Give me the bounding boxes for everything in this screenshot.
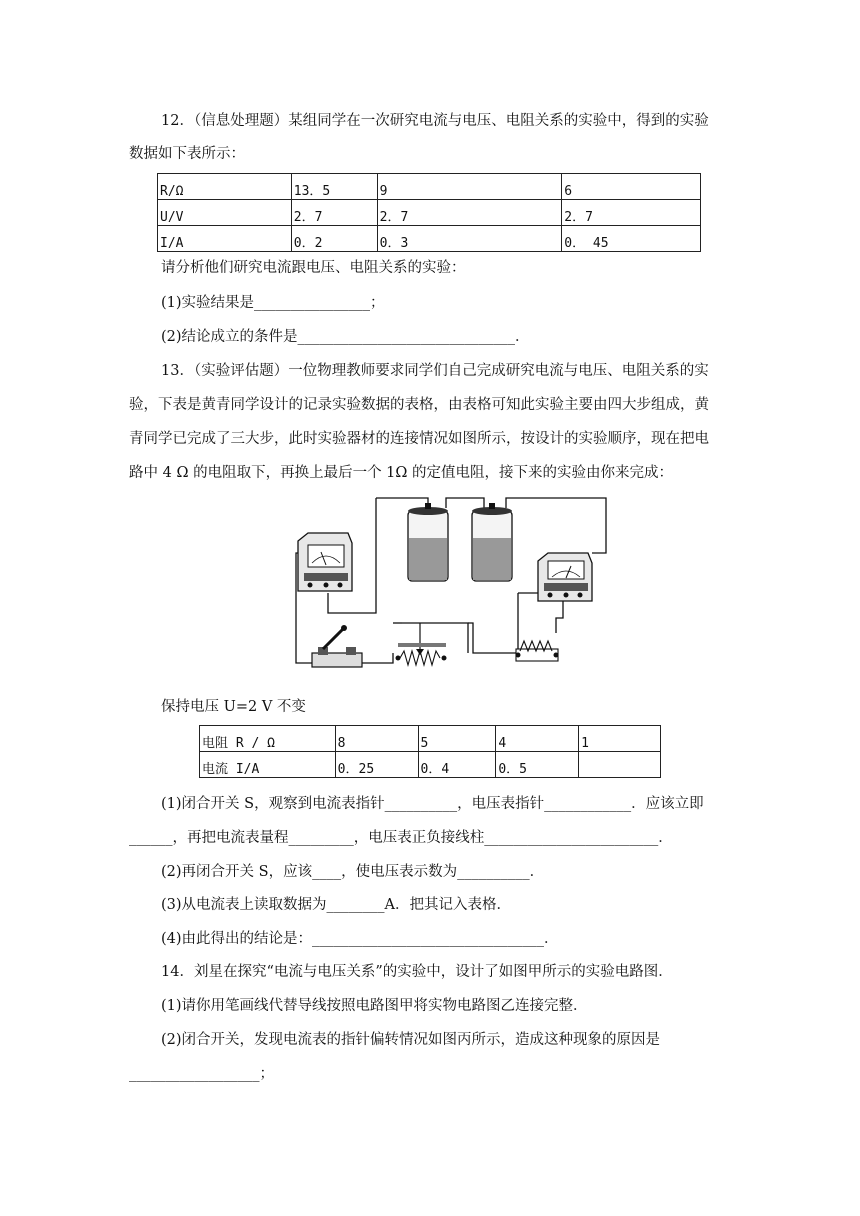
- wire: [506, 498, 606, 553]
- q12-prompt: 请分析他们研究电流跟电压、电阻关系的实验：: [161, 260, 466, 276]
- q13-line1: 13．（实验评估题）一位物理教师要求同学们自己完成研究电流与电压、电阻关系的实: [161, 363, 709, 379]
- table-cell: 5: [418, 726, 496, 752]
- table-cell: 0．4: [418, 752, 496, 778]
- q12-line2: 数据如下表所示：: [129, 146, 245, 162]
- table-row: [158, 200, 701, 226]
- table-cell: 0．2: [291, 226, 377, 252]
- table-cell: 电阻 R / Ω: [200, 726, 336, 752]
- q13-s1b: ______，再把电流表量程_________，电压表正负接线柱________________________．: [129, 830, 673, 846]
- table-cell: U/V: [158, 200, 292, 226]
- table-cell: I/A: [158, 226, 292, 252]
- q14-line1: 14．刘星在探究“电流与电压关系”的实验中，设计了如图甲所示的实验电路图．: [161, 964, 673, 980]
- q12-sub2: (2)结论成立的条件是______________________________．: [161, 329, 530, 345]
- table-cell: R/Ω: [158, 174, 292, 200]
- table-cell: 0．3: [377, 226, 562, 252]
- q13-table: [199, 725, 661, 778]
- q14-s2b: __________________；: [129, 1066, 274, 1082]
- resistor-icon: [516, 641, 559, 661]
- q13-s1a: (1)闭合开关 S，观察到电流表指针__________，电压表指针____________．应该立即: [161, 796, 704, 812]
- wire: [376, 498, 428, 508]
- table-cell: 电流 I/A: [200, 752, 336, 778]
- q13-line4: 路中 4 Ω 的电阻取下，再换上最后一个 1Ω 的定值电阻，接下来的实验由你来完成：: [129, 465, 674, 481]
- q12-line1: 12．（信息处理题）某组同学在一次研究电流与电压、电阻关系的实验中，得到的实验: [161, 113, 709, 129]
- table-cell: 0． 45: [562, 226, 701, 252]
- table-cell: 9: [377, 174, 562, 200]
- table-row: [158, 226, 701, 252]
- table-cell: 4: [496, 726, 579, 752]
- table-row: [200, 752, 661, 778]
- battery-icon: [472, 503, 512, 581]
- circuit-figure: [288, 493, 616, 676]
- q13-keep-voltage: 保持电压 U=2 V 不变: [161, 699, 306, 715]
- q13-line3: 青同学已完成了三大步，此时实验器材的连接情况如图所示，按设计的实验顺序，现在把电: [129, 431, 709, 447]
- voltmeter-icon: [538, 553, 592, 601]
- q13-s3: (3)从电流表上读取数据为________A．把其记入表格．: [161, 897, 512, 913]
- switch-icon: [312, 625, 362, 667]
- table-row: [158, 174, 701, 200]
- table-row: [200, 726, 661, 752]
- table-cell: [579, 752, 661, 778]
- wire: [358, 653, 393, 663]
- ammeter-icon: [298, 533, 352, 591]
- table-cell: 1: [579, 726, 661, 752]
- q14-s2a: (2)闭合开关，发现电流表的指针偏转情况如图丙所示，造成这种现象的原因是: [161, 1032, 661, 1048]
- q13-s4: (4)由此得出的结论是：________________________________．: [161, 931, 559, 947]
- table-cell: 2．7: [562, 200, 701, 226]
- q13-s2: (2)再闭合开关 S，应该____，使电压表示数为__________．: [161, 864, 545, 880]
- q12-table: [157, 173, 701, 252]
- battery-icon: [408, 503, 448, 581]
- wire: [446, 498, 484, 508]
- table-cell: 6: [562, 174, 701, 200]
- rheostat-icon: [393, 623, 447, 665]
- q13-line2: 验，下表是黄青同学设计的记录实验数据的表格，由表格可知此实验主要由四大步组成，黄: [129, 397, 709, 413]
- table-cell: 8: [335, 726, 418, 752]
- wire: [402, 623, 468, 653]
- table-cell: 2．7: [291, 200, 377, 226]
- table-cell: 0．5: [496, 752, 579, 778]
- table-cell: 2．7: [377, 200, 562, 226]
- q12-sub1: (1)实验结果是________________；: [161, 295, 385, 311]
- table-cell: 13．5: [291, 174, 377, 200]
- table-cell: 0．25: [335, 752, 418, 778]
- wire: [468, 623, 518, 653]
- q14-s1: (1)请你用笔画线代替导线按照电路图甲将实物电路图乙连接完整．: [161, 998, 588, 1014]
